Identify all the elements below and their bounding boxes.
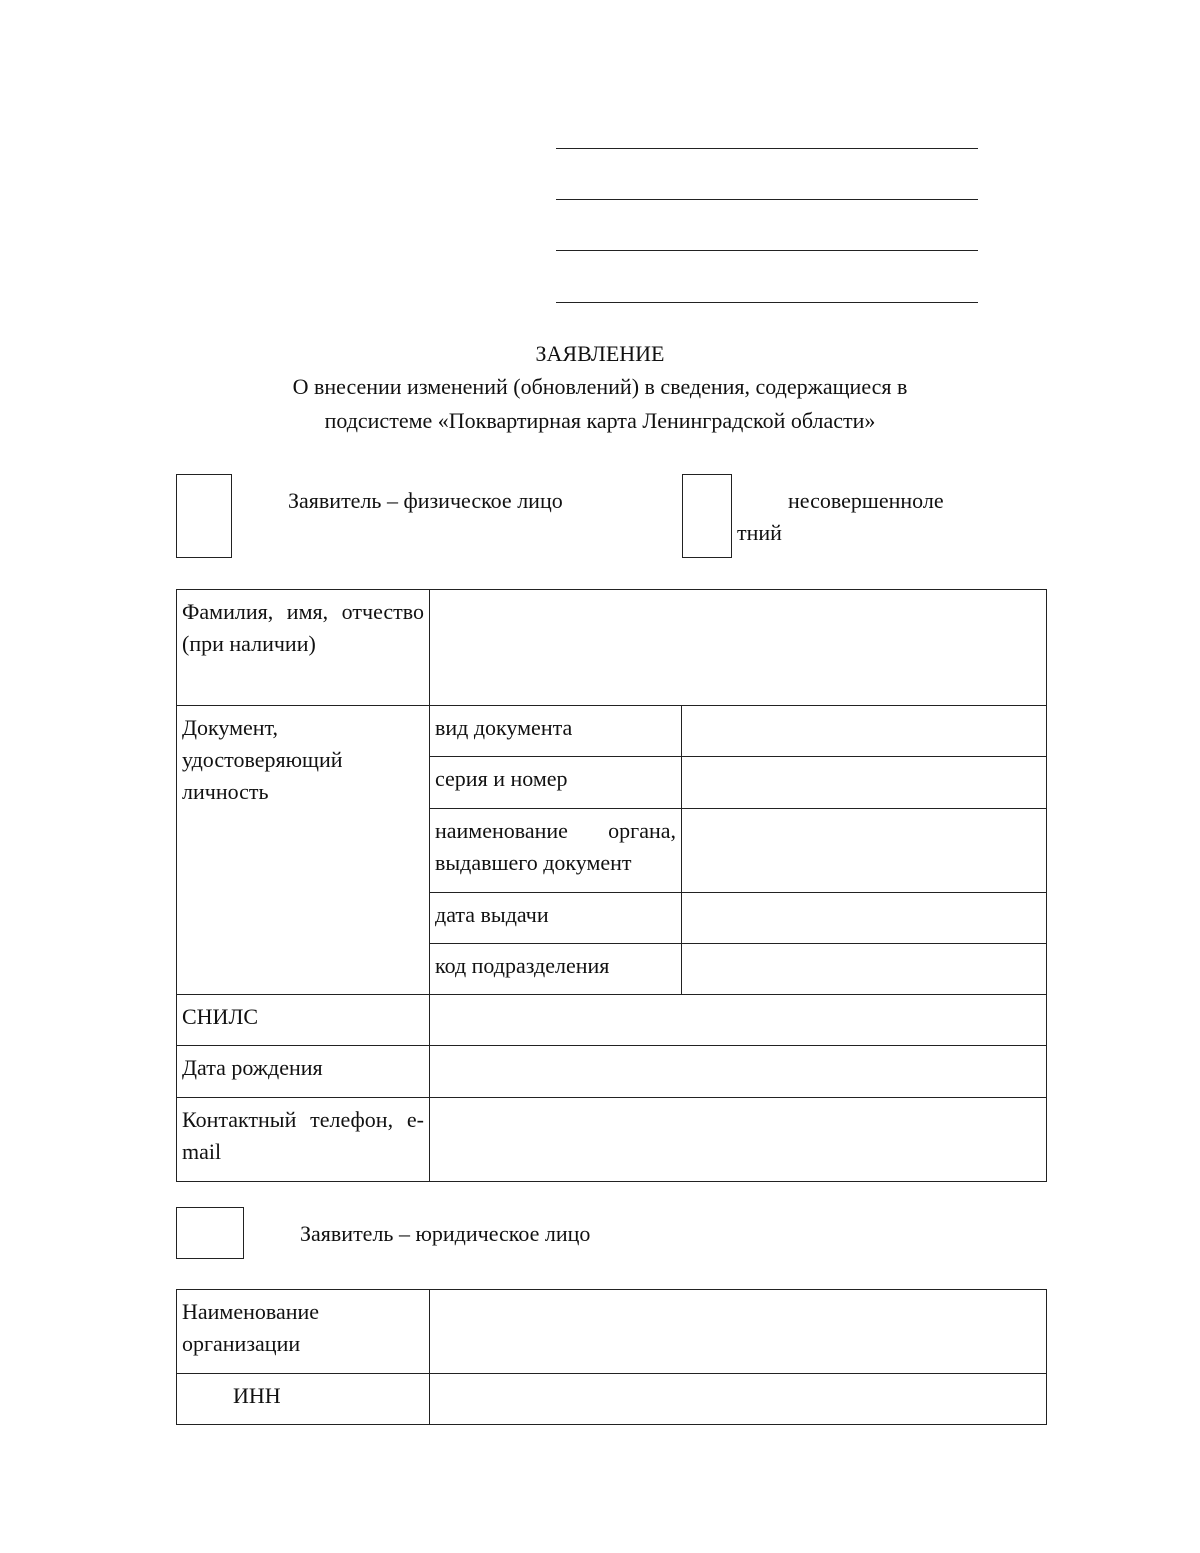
table-row [177,1098,1047,1182]
division-code-label: код подразделения [430,944,682,995]
doc-type-label: вид документа [430,706,682,757]
document-title: ЗАЯВЛЕНИЕ [535,341,665,366]
table-row [177,995,1047,1046]
full-name-label: Фамилия, имя, отчество (при наличии) [177,590,430,706]
org-name-label: Наименование организации [177,1290,430,1374]
table-row [177,1374,1047,1425]
addressee-line-3[interactable] [556,250,978,251]
document-subtitle-line-2: подсистеме «Поквартирная карта Ленинградской области» [324,408,876,433]
contact-label: Контактный телефон, e-mail [177,1098,430,1182]
inn-label: ИНН [177,1374,430,1425]
addressee-line-4[interactable] [556,302,978,303]
series-number-field[interactable] [682,757,1047,809]
birth-date-field[interactable] [430,1046,1047,1098]
identity-document-label: Документ, удостоверяющий личность [177,706,430,995]
full-name-field[interactable] [430,590,1047,706]
legal-entity-checkbox[interactable] [176,1207,244,1259]
inn-field[interactable] [430,1374,1047,1425]
minor-checkbox[interactable] [682,474,732,558]
table-row [177,1046,1047,1098]
individual-applicant-checkbox[interactable] [176,474,232,558]
minor-label-line-1: несовершенноле [788,488,944,513]
issue-date-label: дата выдачи [430,893,682,944]
table-row [177,590,1047,706]
individual-applicant-table [176,589,1047,1182]
document-subtitle-line-1: О внесении изменений (обновлений) в сведения, содержащиеся в [292,374,908,399]
snils-field[interactable] [430,995,1047,1046]
individual-applicant-label: Заявитель – физическое лицо [288,488,563,513]
legal-entity-table [176,1289,1047,1425]
legal-entity-label: Заявитель – юридическое лицо [300,1221,591,1246]
division-code-field[interactable] [682,944,1047,995]
minor-label-line-2: тний [737,520,782,545]
addressee-line-2[interactable] [556,199,978,200]
doc-type-field[interactable] [682,706,1047,757]
contact-field[interactable] [430,1098,1047,1182]
snils-label: СНИЛС [177,995,430,1046]
table-row [177,1290,1047,1374]
org-name-field[interactable] [430,1290,1047,1374]
addressee-line-1[interactable] [556,148,978,149]
table-row [177,706,1047,757]
birth-date-label: Дата рождения [177,1046,430,1098]
issuing-authority-field[interactable] [682,809,1047,893]
issuing-authority-label: наименование органа, выдавшего документ [430,809,682,893]
series-number-label: серия и номер [430,757,682,809]
issue-date-field[interactable] [682,893,1047,944]
